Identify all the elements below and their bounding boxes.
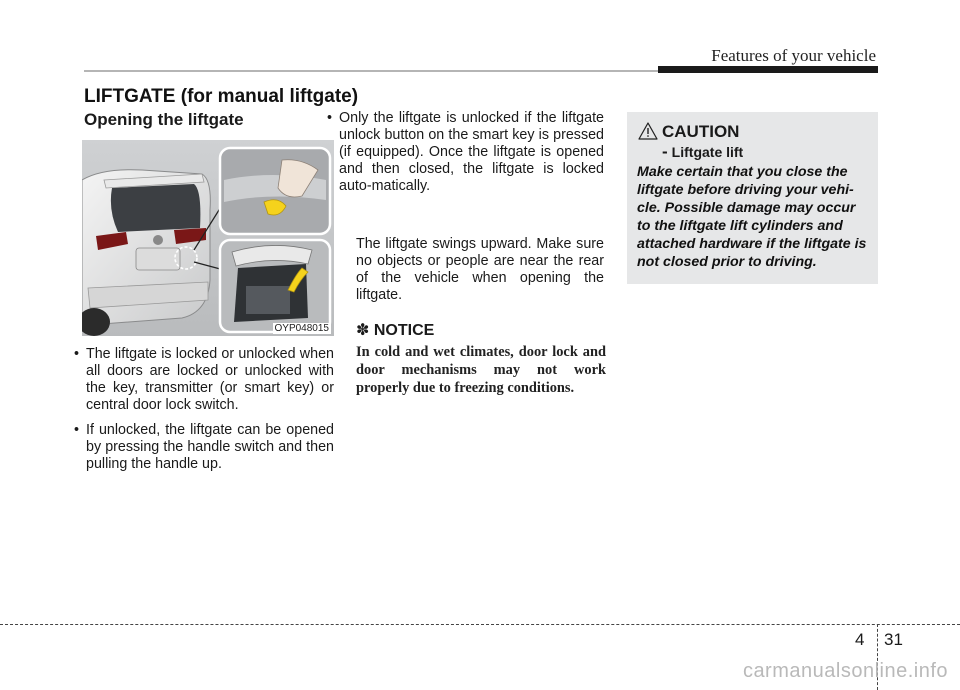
notice-heading: ✽ NOTICE [356,322,435,339]
caution-subtitle [662,142,743,162]
list-item: • The liftgate is locked or unlocked when all doors are locked or unlocked with the key, transmitter (or smart key) or central door lock switch. [74,346,334,414]
caution-subtitle-text: Liftgate lift [671,144,744,160]
watermark: carmanualsonline.info [742,660,948,682]
liftgate-paragraph: The liftgate swings upward. Make sure no objects or people are near the rear of the vehicle when opening the liftgate. [356,236,604,303]
liftgate-figure [82,140,334,336]
caution-box [627,112,878,284]
caution-dash: - [662,142,668,161]
warning-triangle-icon [638,122,658,140]
column2-bullet-list [327,110,604,203]
list-item: • Only the liftgate is unlocked if the liftgate unlock button on the smart key is pressed (if equipped). Once the liftgate is opened and then closed, the liftgate is locked auto-matically. [327,110,604,195]
list-item: • If unlocked, the liftgate can be opened by pressing the handle switch and then pulling the handle up. [74,422,334,473]
caution-label: CAUTION [662,122,740,141]
liftgate-illustration [82,140,334,336]
subsection-heading: Opening the liftgate [84,110,244,129]
column1-bullet-list [74,346,334,481]
header-rule-black [658,66,878,73]
chapter-number: 4 [855,630,865,649]
header-rule-gray [84,70,658,72]
running-header: Features of your vehicle [711,46,876,65]
footer-rule [0,624,960,625]
figure-code: OYP048015 [274,323,329,334]
notice-text: In cold and wet climates, door lock and door mechanisms may not work properly due to freezing conditions. [356,344,606,396]
section-title: LIFTGATE (for manual liftgate) [84,86,359,107]
caution-text: Make certain that you close the liftgate before driving your vehi-cle. Possible damage may occur to the liftgate lift cylinders and attached hardware if the liftgate is not closed prior to driving. [637,164,867,270]
page-number: 31 [884,630,903,649]
